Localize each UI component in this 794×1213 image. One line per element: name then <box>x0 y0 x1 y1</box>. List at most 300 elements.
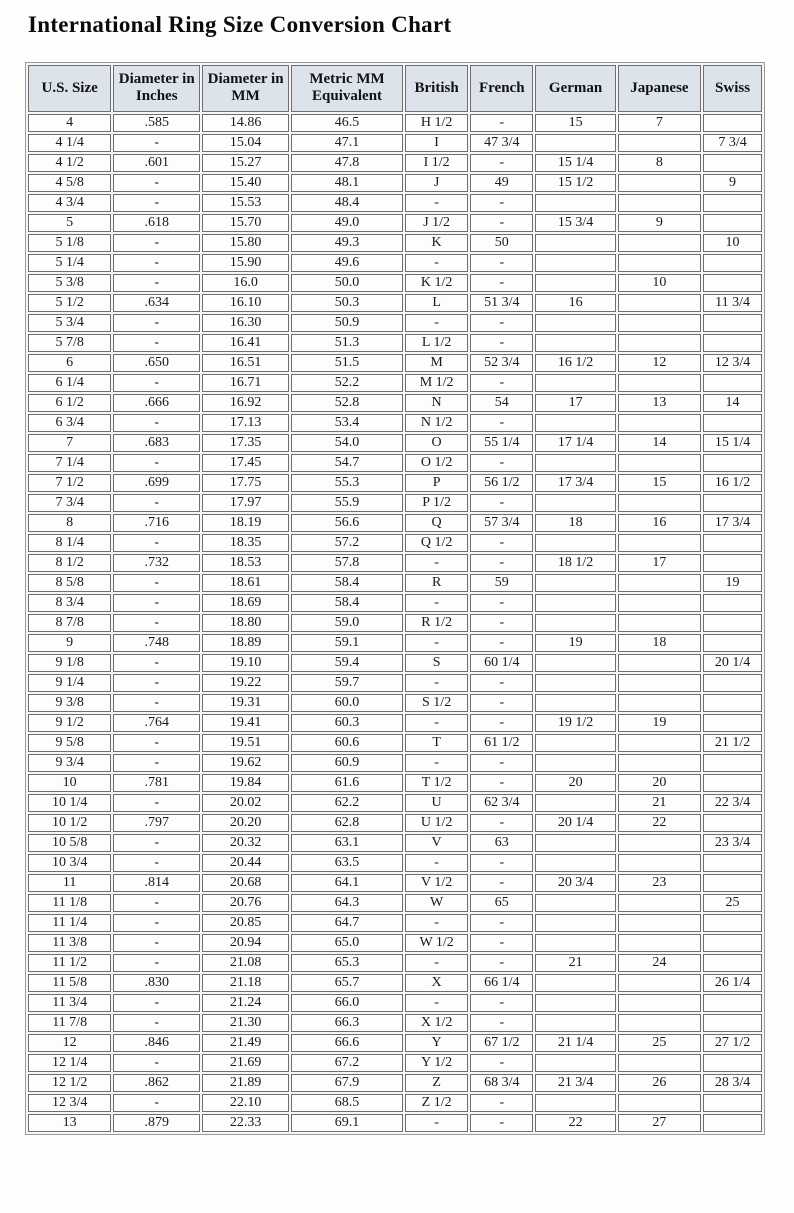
cell <box>703 314 762 332</box>
cell: 9 1/4 <box>28 674 111 692</box>
cell: L <box>405 294 468 312</box>
cell: R 1/2 <box>405 614 468 632</box>
cell: - <box>113 954 200 972</box>
cell: 20.44 <box>202 854 289 872</box>
cell: 47.1 <box>291 134 403 152</box>
cell: J <box>405 174 468 192</box>
cell: 13 <box>28 1114 111 1132</box>
cell: 21 1/2 <box>703 734 762 752</box>
cell: - <box>113 334 200 352</box>
table-row <box>28 754 762 772</box>
cell: 54.0 <box>291 434 403 452</box>
cell: 8 1/2 <box>28 554 111 572</box>
cell: - <box>470 414 533 432</box>
cell: - <box>113 934 200 952</box>
cell: - <box>470 374 533 392</box>
cell: 16.92 <box>202 394 289 412</box>
cell: 51 3/4 <box>470 294 533 312</box>
cell: 68.5 <box>291 1094 403 1112</box>
cell: 12 3/4 <box>703 354 762 372</box>
table-row <box>28 274 762 292</box>
cell: - <box>113 1094 200 1112</box>
cell: Q <box>405 514 468 532</box>
cell: 15.70 <box>202 214 289 232</box>
cell: - <box>470 914 533 932</box>
cell <box>535 334 615 352</box>
cell: 15 1/4 <box>535 154 615 172</box>
cell: 19.41 <box>202 714 289 732</box>
cell <box>618 914 701 932</box>
ring-size-conversion-table <box>25 62 765 1135</box>
cell: 8 1/4 <box>28 534 111 552</box>
cell: 66.6 <box>291 1034 403 1052</box>
cell <box>703 114 762 132</box>
column-header-swiss: Swiss <box>703 65 762 112</box>
cell: 59.4 <box>291 654 403 672</box>
cell: 8 7/8 <box>28 614 111 632</box>
cell: 19 <box>618 714 701 732</box>
cell: - <box>470 1054 533 1072</box>
cell: 7 3/4 <box>28 494 111 512</box>
cell <box>535 894 615 912</box>
cell: - <box>113 994 200 1012</box>
cell: - <box>470 1114 533 1132</box>
cell: 21 <box>535 954 615 972</box>
table-row <box>28 914 762 932</box>
cell: 18.80 <box>202 614 289 632</box>
cell: K 1/2 <box>405 274 468 292</box>
cell: - <box>470 614 533 632</box>
table-row <box>28 954 762 972</box>
cell <box>703 214 762 232</box>
cell: 48.1 <box>291 174 403 192</box>
cell: - <box>470 454 533 472</box>
cell <box>535 274 615 292</box>
cell <box>703 814 762 832</box>
cell: .748 <box>113 634 200 652</box>
table-row <box>28 974 762 992</box>
cell: .683 <box>113 434 200 452</box>
cell <box>703 334 762 352</box>
cell: 67.2 <box>291 1054 403 1072</box>
cell: 10 <box>703 234 762 252</box>
cell: 4 1/2 <box>28 154 111 172</box>
cell: 15 <box>618 474 701 492</box>
cell <box>618 134 701 152</box>
cell: 55 1/4 <box>470 434 533 452</box>
cell: - <box>113 594 200 612</box>
cell: 16.0 <box>202 274 289 292</box>
cell: - <box>470 534 533 552</box>
cell: 18.61 <box>202 574 289 592</box>
cell: - <box>470 854 533 872</box>
cell: 21.30 <box>202 1014 289 1032</box>
cell: 67 1/2 <box>470 1034 533 1052</box>
cell: 5 7/8 <box>28 334 111 352</box>
cell: 16.41 <box>202 334 289 352</box>
table-row <box>28 634 762 652</box>
cell: 60 1/4 <box>470 654 533 672</box>
table-row <box>28 354 762 372</box>
cell: - <box>470 334 533 352</box>
cell <box>535 574 615 592</box>
cell: 16.51 <box>202 354 289 372</box>
table-row <box>28 994 762 1012</box>
cell: - <box>113 194 200 212</box>
cell <box>535 494 615 512</box>
cell: 9 5/8 <box>28 734 111 752</box>
cell: 5 1/4 <box>28 254 111 272</box>
cell: 5 1/8 <box>28 234 111 252</box>
cell <box>535 994 615 1012</box>
cell: 65.7 <box>291 974 403 992</box>
cell: 22 3/4 <box>703 794 762 812</box>
cell: 62 3/4 <box>470 794 533 812</box>
cell <box>618 294 701 312</box>
cell <box>618 414 701 432</box>
cell: - <box>113 414 200 432</box>
cell: 57.2 <box>291 534 403 552</box>
cell: 12 <box>28 1034 111 1052</box>
header-row <box>28 65 762 112</box>
cell <box>703 534 762 552</box>
cell: S <box>405 654 468 672</box>
cell <box>703 754 762 772</box>
cell: 56.6 <box>291 514 403 532</box>
cell <box>535 374 615 392</box>
cell: - <box>405 714 468 732</box>
cell: - <box>113 614 200 632</box>
cell: 26 <box>618 1074 701 1092</box>
cell: 9 3/8 <box>28 694 111 712</box>
cell: 15 1/2 <box>535 174 615 192</box>
table-row <box>28 574 762 592</box>
cell <box>618 534 701 552</box>
cell: 5 3/4 <box>28 314 111 332</box>
cell <box>535 834 615 852</box>
cell <box>703 494 762 512</box>
cell <box>703 1054 762 1072</box>
cell: 58.4 <box>291 574 403 592</box>
cell <box>618 734 701 752</box>
cell <box>703 554 762 572</box>
cell: .846 <box>113 1034 200 1052</box>
cell: 18.35 <box>202 534 289 552</box>
cell <box>535 754 615 772</box>
cell: 16.30 <box>202 314 289 332</box>
cell: .666 <box>113 394 200 412</box>
cell: 60.0 <box>291 694 403 712</box>
cell: - <box>470 494 533 512</box>
cell: 19.84 <box>202 774 289 792</box>
cell: 10 3/4 <box>28 854 111 872</box>
table-row <box>28 774 762 792</box>
table-row <box>28 514 762 532</box>
table-row <box>28 154 762 172</box>
table-row <box>28 414 762 432</box>
cell: 16 1/2 <box>703 474 762 492</box>
table-row <box>28 854 762 872</box>
table-row <box>28 934 762 952</box>
table-row <box>28 134 762 152</box>
cell: 50.3 <box>291 294 403 312</box>
cell <box>703 694 762 712</box>
cell <box>535 794 615 812</box>
cell: - <box>405 254 468 272</box>
table-header <box>28 65 762 112</box>
cell: 10 5/8 <box>28 834 111 852</box>
cell: - <box>113 654 200 672</box>
cell: O <box>405 434 468 452</box>
cell: .862 <box>113 1074 200 1092</box>
cell: 20.68 <box>202 874 289 892</box>
cell <box>703 914 762 932</box>
cell: 5 3/8 <box>28 274 111 292</box>
cell: - <box>470 214 533 232</box>
cell: 53.4 <box>291 414 403 432</box>
cell: 20.32 <box>202 834 289 852</box>
cell: U <box>405 794 468 812</box>
cell: - <box>113 674 200 692</box>
cell <box>618 454 701 472</box>
cell: 14 <box>703 394 762 412</box>
cell: Z 1/2 <box>405 1094 468 1112</box>
cell <box>535 534 615 552</box>
cell <box>703 1094 762 1112</box>
cell: 57 3/4 <box>470 514 533 532</box>
cell: U 1/2 <box>405 814 468 832</box>
cell <box>618 614 701 632</box>
cell: 19 <box>535 634 615 652</box>
cell: 16 <box>535 294 615 312</box>
cell: 17 1/4 <box>535 434 615 452</box>
cell: X <box>405 974 468 992</box>
cell: 55.9 <box>291 494 403 512</box>
cell: 62.2 <box>291 794 403 812</box>
cell <box>618 834 701 852</box>
cell: 16 1/2 <box>535 354 615 372</box>
cell: - <box>470 934 533 952</box>
cell: 46.5 <box>291 114 403 132</box>
cell: Y <box>405 1034 468 1052</box>
cell: - <box>113 374 200 392</box>
cell: 60.3 <box>291 714 403 732</box>
cell: 4 1/4 <box>28 134 111 152</box>
cell: 7 <box>28 434 111 452</box>
cell: 18.19 <box>202 514 289 532</box>
cell: 17.35 <box>202 434 289 452</box>
column-header-diameter-in-inches: Diameter in Inches <box>113 65 200 112</box>
cell <box>535 974 615 992</box>
cell <box>618 234 701 252</box>
cell: W <box>405 894 468 912</box>
cell: 60.9 <box>291 754 403 772</box>
cell: .618 <box>113 214 200 232</box>
cell <box>618 314 701 332</box>
cell: - <box>405 594 468 612</box>
table-row <box>28 334 762 352</box>
cell: 49.6 <box>291 254 403 272</box>
cell: 17 3/4 <box>535 474 615 492</box>
cell: 22 <box>618 814 701 832</box>
cell <box>618 374 701 392</box>
cell: 12 1/4 <box>28 1054 111 1072</box>
cell: - <box>113 314 200 332</box>
table-row <box>28 434 762 452</box>
cell <box>535 254 615 272</box>
cell: 64.7 <box>291 914 403 932</box>
table-row <box>28 1094 762 1112</box>
cell: 22 <box>535 1114 615 1132</box>
cell: - <box>113 254 200 272</box>
cell: 9 <box>703 174 762 192</box>
cell: 19.22 <box>202 674 289 692</box>
cell <box>703 274 762 292</box>
column-header-diameter-in-mm: Diameter in MM <box>202 65 289 112</box>
cell: 4 <box>28 114 111 132</box>
cell: 4 3/4 <box>28 194 111 212</box>
cell <box>618 1014 701 1032</box>
cell: 21.89 <box>202 1074 289 1092</box>
cell <box>703 254 762 272</box>
cell: 27 1/2 <box>703 1034 762 1052</box>
cell <box>618 934 701 952</box>
cell: 20 3/4 <box>535 874 615 892</box>
cell: 16 <box>618 514 701 532</box>
cell <box>703 954 762 972</box>
cell: - <box>405 194 468 212</box>
cell: 50.9 <box>291 314 403 332</box>
cell: 20 1/4 <box>535 814 615 832</box>
cell: 47.8 <box>291 154 403 172</box>
cell: 52.8 <box>291 394 403 412</box>
cell: 11 3/8 <box>28 934 111 952</box>
table-row <box>28 694 762 712</box>
cell: 17 <box>618 554 701 572</box>
cell: 27 <box>618 1114 701 1132</box>
cell: 65.0 <box>291 934 403 952</box>
cell <box>535 1014 615 1032</box>
cell: - <box>405 1114 468 1132</box>
cell: 69.1 <box>291 1114 403 1132</box>
cell: H 1/2 <box>405 114 468 132</box>
cell <box>618 994 701 1012</box>
cell: .830 <box>113 974 200 992</box>
table-row <box>28 714 762 732</box>
cell: I <box>405 134 468 152</box>
cell: 12 1/2 <box>28 1074 111 1092</box>
cell: - <box>470 754 533 772</box>
cell: Z <box>405 1074 468 1092</box>
cell: 65.3 <box>291 954 403 972</box>
cell: - <box>470 634 533 652</box>
cell: 7 1/4 <box>28 454 111 472</box>
cell: - <box>405 954 468 972</box>
cell: 18 1/2 <box>535 554 615 572</box>
cell: 8 <box>618 154 701 172</box>
cell: - <box>113 534 200 552</box>
cell <box>703 374 762 392</box>
cell <box>703 1114 762 1132</box>
cell: 4 5/8 <box>28 174 111 192</box>
cell: N 1/2 <box>405 414 468 432</box>
cell <box>703 414 762 432</box>
cell: 14.86 <box>202 114 289 132</box>
table-row <box>28 174 762 192</box>
cell: - <box>113 854 200 872</box>
cell: 64.3 <box>291 894 403 912</box>
cell: 15 1/4 <box>703 434 762 452</box>
cell: 59.0 <box>291 614 403 632</box>
table-body <box>28 114 762 1132</box>
cell: L 1/2 <box>405 334 468 352</box>
cell: 8 5/8 <box>28 574 111 592</box>
table-row <box>28 394 762 412</box>
cell <box>703 994 762 1012</box>
cell: 10 1/2 <box>28 814 111 832</box>
table-row <box>28 214 762 232</box>
table-row <box>28 834 762 852</box>
cell <box>618 574 701 592</box>
table-row <box>28 814 762 832</box>
cell: - <box>470 994 533 1012</box>
table-row <box>28 454 762 472</box>
table-row <box>28 594 762 612</box>
cell: .585 <box>113 114 200 132</box>
cell: 48.4 <box>291 194 403 212</box>
cell: 17.97 <box>202 494 289 512</box>
cell: W 1/2 <box>405 934 468 952</box>
cell: 23 <box>618 874 701 892</box>
cell: 7 <box>618 114 701 132</box>
cell <box>618 194 701 212</box>
cell <box>618 594 701 612</box>
cell: 6 1/4 <box>28 374 111 392</box>
cell <box>703 634 762 652</box>
cell: 66 1/4 <box>470 974 533 992</box>
cell: 18.53 <box>202 554 289 572</box>
table-row <box>28 114 762 132</box>
cell: 47 3/4 <box>470 134 533 152</box>
cell <box>703 454 762 472</box>
cell: - <box>113 1014 200 1032</box>
cell: - <box>470 274 533 292</box>
cell: - <box>113 734 200 752</box>
cell: - <box>405 554 468 572</box>
cell: - <box>113 894 200 912</box>
cell: 21.18 <box>202 974 289 992</box>
cell: - <box>470 874 533 892</box>
cell: 5 <box>28 214 111 232</box>
cell: - <box>470 674 533 692</box>
table-row <box>28 314 762 332</box>
cell: 68 3/4 <box>470 1074 533 1092</box>
table-row <box>28 234 762 252</box>
cell: 19.62 <box>202 754 289 772</box>
cell: - <box>470 1014 533 1032</box>
cell: 66.3 <box>291 1014 403 1032</box>
cell: 11 3/4 <box>28 994 111 1012</box>
cell: .716 <box>113 514 200 532</box>
cell: .699 <box>113 474 200 492</box>
table-row <box>28 534 762 552</box>
cell: - <box>470 774 533 792</box>
table-row <box>28 1014 762 1032</box>
cell <box>535 854 615 872</box>
cell: 18 <box>535 514 615 532</box>
cell: R <box>405 574 468 592</box>
cell: 28 3/4 <box>703 1074 762 1092</box>
